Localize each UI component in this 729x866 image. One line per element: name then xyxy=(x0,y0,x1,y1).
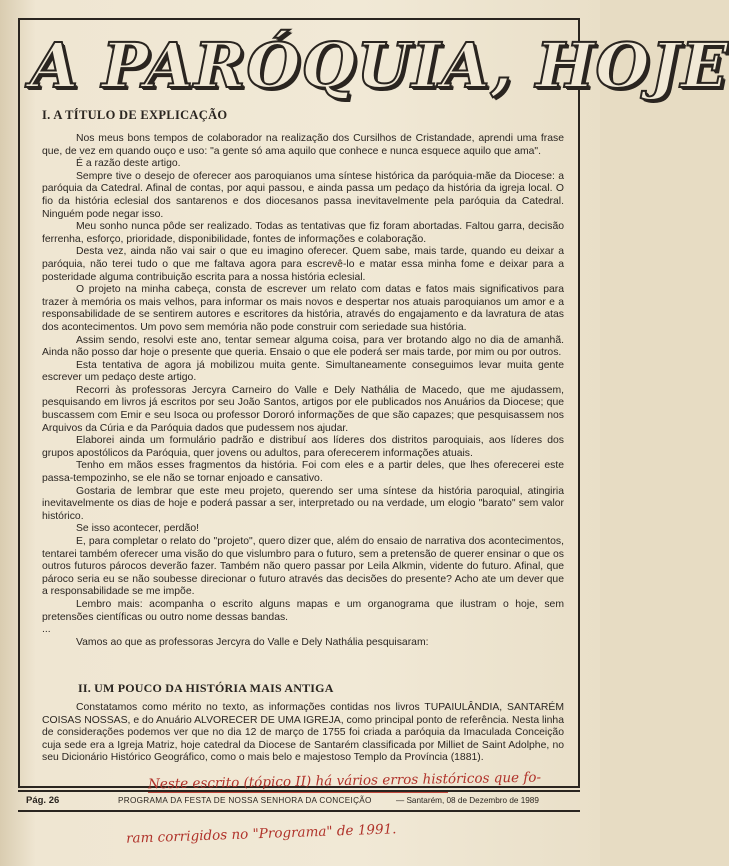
paragraph: Se isso acontecer, perdão! xyxy=(76,523,200,535)
paragraph: Sempre tive o desejo de oferecer aos paroquianos uma síntese histórica da paróquia-mãe da Diocese: a paróquia da Catedral. Afinal de contas, por aqui passou, e ainda passa um pedaço da história da igreja local. O fio da história eclesial dos santarenos e dos diocesanos passa inevitavelmente pela paróquia da Catedral. Ninguém pode negar isso. xyxy=(42,170,564,220)
paragraph: Gostaria de lembrar que este meu projeto, querendo ser uma síntese da história paroquial, atingiria inevitavelmente os dias de hoje e poderá passar a ser, interpretado ou na verdade, um elogio "barato" sem valor histórico. xyxy=(42,485,564,522)
place-date: — Santarém, 08 de Dezembro de 1989 xyxy=(396,796,539,805)
paragraph: O projeto na minha cabeça, consta de escrever um relato com datas e fatos mais significativos para trazer à memória os mais velhos, para informar os mais novos e despertar nos atuais paroquianos um amor e a responsabilidade de se sentirem autores e escritores da história, através do engajamento e da lavratura de atas dos acontecimentos. Um povo sem memória não pode construir com seriedade sua história. xyxy=(42,284,564,333)
paragraph: Esta tentativa de agora já mobilizou muita gente. Simultaneamente conseguimos levar muita gente escrever um pedaço deste artigo. xyxy=(42,359,564,384)
paragraph: Vamos ao que as professoras Jercyra do Valle e Dely Nathália pesquisaram: xyxy=(76,636,429,648)
handwritten-note-line-2: ram corrigidos no "Programa" de 1991. xyxy=(125,821,397,847)
ellipsis-line: ... xyxy=(42,624,51,636)
handwritten-note-line-1: Neste escrito (tópico II) há vários erros históricos que fo- xyxy=(147,769,542,793)
paragraph: Assim sendo, resolvi este ano, tentar semear alguma coisa, para ver brotando algo no dia de amanhã. Ainda não posso dar hoje o presente que queria. Ensaio o que ele poderá ser mais tarde, por mim ou por outros. xyxy=(42,334,564,359)
masthead-title: A PARÓQUIA, HOJE xyxy=(30,29,729,102)
section-1-body xyxy=(42,133,564,649)
paragraph: Tenho em mãos esses fragmentos da história. Foi com eles e a partir deles, que lhes oferecerei este passa-tempozinho, se ele não se tornar enjoado e cansativo. xyxy=(42,460,564,485)
page-number: Pág. 26 xyxy=(26,795,60,806)
paragraph: Meu sonho nunca pôde ser realizado. Todas as tentativas que fiz foram abortadas. Faltou garra, decisão ferrenha, esforço, prioridade, disponibilidade, fontes de informações e colaboração. xyxy=(42,221,564,245)
paragraph: Lembro mais: acompanha o escrito alguns mapas e um organograma que ilustram o hoje, sem pretensões científicas ou outro nome dessas bandas. xyxy=(42,598,564,623)
section-1-heading: I. A TÍTULO DE EXPLICAÇÃO xyxy=(42,108,228,122)
section-2-body xyxy=(42,702,564,765)
paragraph: Recorri às professoras Jercyra Carneiro do Valle e Dely Nathália de Macedo, que me ajudassem, pesquisando em livros já escritos por seu João Santos, artigos por ele publicados nos Anuários da Diocese; que buscassem com Emir e seu Isoca ou professor Dororó informações de que são capazes; que pesquisassem nos Arquivos da Cúria e da Paróquia dados que pudessem nos ajudar. xyxy=(42,384,564,434)
paragraph: É a razão deste artigo. xyxy=(76,158,181,170)
paragraph: E, para completar o relato do "projeto", quero dizer que, além do ensaio de narrativa dos acontecimentos, tentarei também oferecer uma visão do que vislumbro para o futuro, sem a pretensão de querer ensinar o que os outros futuros párocos deverão fazer. Também não quero passar por Leila Alkmin, vidente do futuro. Afinal, que pároco seria eu se não soubesse direcionar o futuro através das decisões do presente? Acho ate um dever que a responsabilidade se me impõe. xyxy=(42,536,564,598)
program-title: PROGRAMA DA FESTA DE NOSSA SENHORA DA CONCEIÇÃO xyxy=(118,796,372,805)
page-footer xyxy=(18,790,580,812)
paragraph: Elaborei ainda um formulário padrão e distribuí aos líderes dos distritos paroquiais, aos líderes dos grupos apostólicos da Paróquia, quer jovens ou adultos, para oferecerem informações atuais. xyxy=(42,435,564,459)
paragraph: Desta vez, ainda não vai sair o que eu imagino oferecer. Quem sabe, mais tarde, quando eu deixar a paróquia, não terei tudo o que me faltava agora para escrevê-lo e matar essa minha fome e deixar para a posteridade alguma contribuição escrita para a nossa história eclesial. xyxy=(42,246,564,283)
section-2-heading: II. UM POUCO DA HISTÓRIA MAIS ANTIGA xyxy=(78,681,334,695)
paragraph: Constatamos como mérito no texto, as informações contidas nos livros TUPAIULÂNDIA, SANTARÉM COISAS NOSSAS, e do Anuário ALVORECER DE UMA IGREJA, como principal ponto de referência. Nesta linha de considerações podemos ver que no dia 12 de março de 1755 foi criada a paróquia da Imaculada Conceição cuja sede era a Igreja Matriz, hoje catedral da Diocese de Santarém classificada por Milliet de Saint Adolphe, no seu Dicionário Histórico Geográfico, como o mais belo e majestoso Templo da Província (1881). xyxy=(42,702,564,764)
handwritten-underline xyxy=(148,792,448,793)
paragraph: Nos meus bons tempos de colaborador na realização dos Cursilhos de Cristandade, aprendi uma frase que, de vez em quando ouço e uso: "a gente só ama aquilo que conhece e nunca esquece aquilo que ama". xyxy=(42,133,564,157)
